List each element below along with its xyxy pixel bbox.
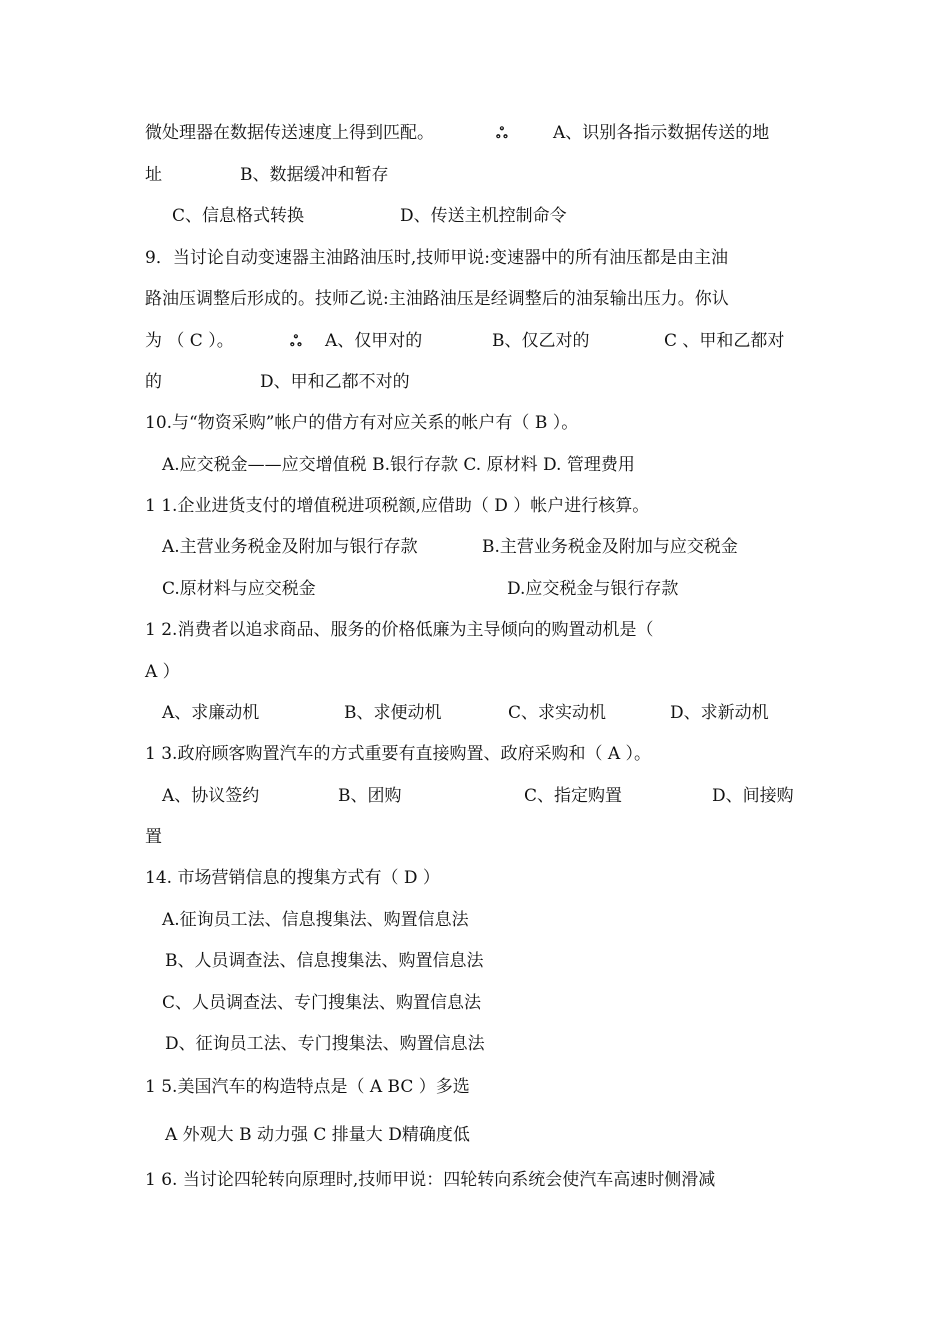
- q11-option-b: B.主营业务税金及附加与应交税金: [482, 537, 738, 557]
- q15-line-1: [0, 1072, 950, 1102]
- q9-line-1: [0, 243, 950, 273]
- q15-stem: 1 5.美国汽车的构造特点是（ A BC ）多选: [145, 1077, 470, 1097]
- q14-line-1: [0, 863, 950, 893]
- q13-line-2: [0, 781, 950, 811]
- q9-option-a: A、仅甲对的: [325, 331, 423, 351]
- q8-stem-text: 微处理器在数据传送速度上得到匹配。: [145, 123, 434, 143]
- q16-line-1: [0, 1165, 950, 1195]
- q10-line-1: [0, 408, 950, 438]
- q11-option-d: D.应交税金与银行存款: [507, 579, 679, 599]
- q14-line-2: [0, 905, 950, 935]
- tamil-symbol-icon: ஃ: [290, 332, 302, 350]
- q12-option-d: D、求新动机: [670, 703, 769, 723]
- q8-line-3: [0, 201, 950, 231]
- q9-line-4: [0, 367, 950, 397]
- q11-stem: 1 1.企业进货支付的增值税进项税额,应借助（ D ）帐户进行核算。: [145, 496, 650, 516]
- q13-line-3: [0, 822, 950, 852]
- q9-line-3: [0, 326, 950, 356]
- q14-option-a: A.征询员工法、信息搜集法、购置信息法: [162, 910, 469, 930]
- q15-options: A 外观大 B 动力强 C 排量大 D精确度低: [165, 1125, 470, 1145]
- q11-option-c: C.原材料与应交税金: [162, 579, 316, 599]
- q10-options: A.应交税金——应交增值税 B.银行存款 C. 原材料 D. 管理费用: [162, 455, 635, 475]
- q13-option-b: B、团购: [338, 786, 402, 806]
- q13-line-1: [0, 739, 950, 769]
- q12-option-a: A、求廉动机: [162, 703, 260, 723]
- q11-line-2: [0, 532, 950, 562]
- q14-option-b: B、人员调查法、信息搜集法、购置信息法: [165, 951, 484, 971]
- q12-stem: 1 2.消费者以追求商品、服务的价格低廉为主导倾向的购置动机是（: [145, 620, 654, 640]
- q13-option-d: D、间接购: [712, 786, 794, 806]
- q9-option-d: D、甲和乙都不对的: [260, 372, 410, 392]
- q12-option-b: B、求便动机: [344, 703, 442, 723]
- q10-stem: 10.与“物资采购”帐户的借方有对应关系的帐户有（ B ）。: [145, 413, 579, 433]
- q9-stem-line-1: 9．当讨论自动变速器主油路油压时,技师甲说:变速器中的所有油压都是由主油: [145, 248, 728, 268]
- q9-stem-end: 为 （ C ）。: [145, 331, 234, 351]
- tamil-symbol-icon: ஃ: [496, 124, 508, 142]
- q9-option-b: B、仅乙对的: [492, 331, 590, 351]
- q13-option-d-continued: 置: [145, 827, 162, 847]
- q14-option-c: C、人员调查法、专门搜集法、购置信息法: [162, 993, 482, 1013]
- q8-option-a: A、识别各指示数据传送的地: [553, 123, 770, 143]
- q11-line-1: [0, 491, 950, 521]
- q11-line-3: [0, 574, 950, 604]
- q8-option-a-continued: 址: [145, 165, 162, 185]
- q14-stem: 14. 市场营销信息的搜集方式有（ D ）: [145, 868, 440, 888]
- q12-line-3: [0, 698, 950, 728]
- q8-option-b: B、数据缓冲和暂存: [240, 165, 389, 185]
- q14-line-3: [0, 946, 950, 976]
- q12-line-2: [0, 657, 950, 687]
- q13-stem: 1 3.政府顾客购置汽车的方式重要有直接购置、政府采购和（ A ）。: [145, 744, 652, 764]
- q13-option-a: A、协议签约: [162, 786, 260, 806]
- q8-line-1: [0, 118, 950, 148]
- q12-answer: A ）: [145, 662, 180, 682]
- q16-stem: 1 6. 当讨论四轮转向原理时,技师甲说：四轮转向系统会使汽车高速时侧滑减: [145, 1170, 716, 1190]
- q8-line-2: [0, 160, 950, 190]
- q14-line-5: [0, 1029, 950, 1059]
- q9-stem-line-2: 路油压调整后形成的。技师乙说:主油路油压是经调整后的油泵输出压力。你认: [145, 289, 729, 309]
- q8-option-c: C、信息格式转换: [172, 206, 305, 226]
- q8-option-d: D、传送主机控制命令: [400, 206, 567, 226]
- q9-line-2: [0, 284, 950, 314]
- q12-line-1: [0, 615, 950, 645]
- q13-option-c: C、指定购置: [524, 786, 623, 806]
- q14-option-d: D、征询员工法、专门搜集法、购置信息法: [165, 1034, 485, 1054]
- q11-option-a: A.主营业务税金及附加与银行存款: [162, 537, 418, 557]
- q9-option-c-continued: 的: [145, 372, 162, 392]
- q14-line-4: [0, 988, 950, 1018]
- q9-option-c: C 、甲和乙都对: [664, 331, 785, 351]
- q15-line-2: [0, 1120, 950, 1150]
- q12-option-c: C、求实动机: [508, 703, 607, 723]
- q10-line-2: [0, 450, 950, 480]
